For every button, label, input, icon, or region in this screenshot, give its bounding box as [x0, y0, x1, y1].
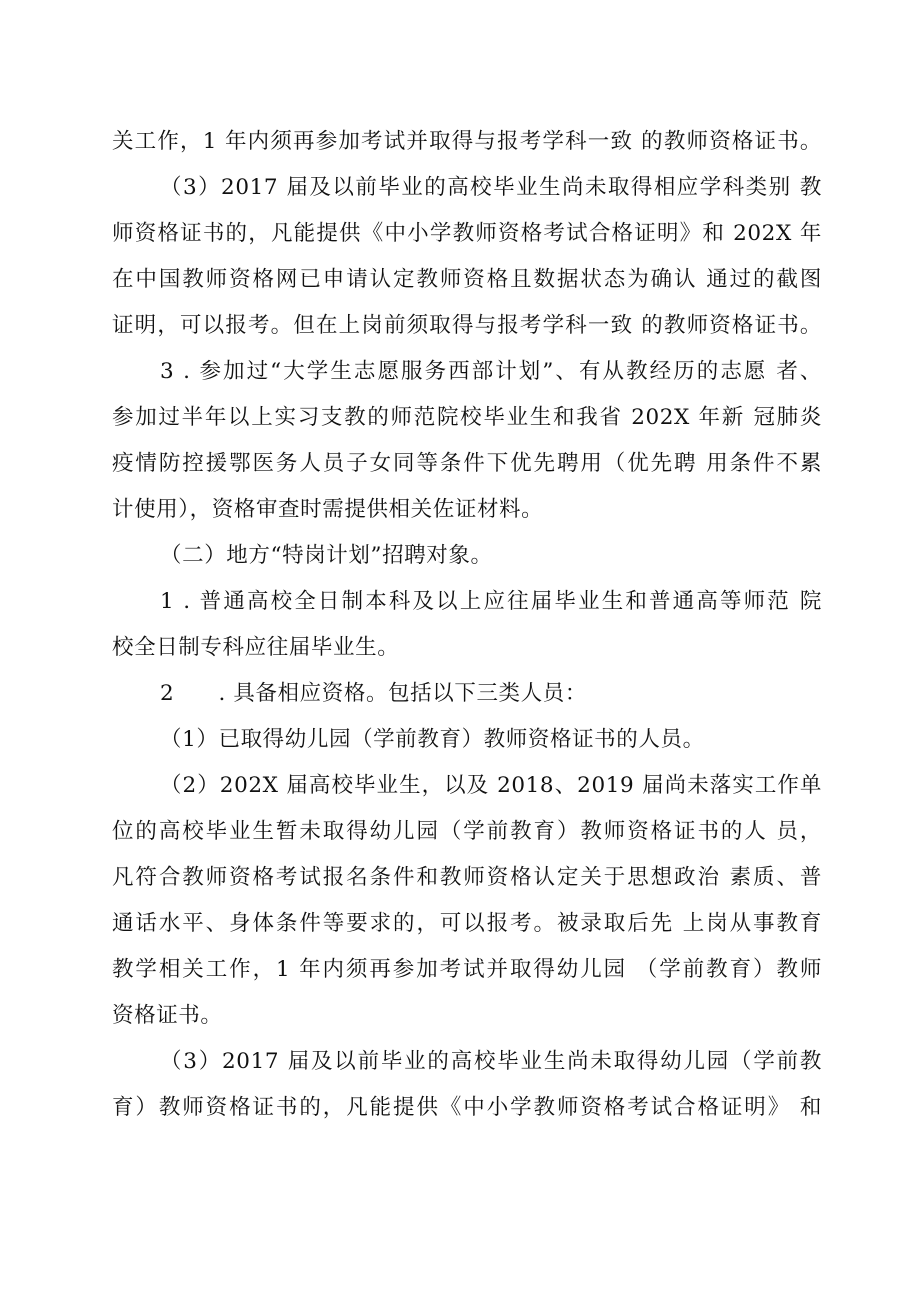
text-line: 3 . 参加过“大学生志愿服务西部计划”、有从教经历的志愿 者、 [160, 359, 822, 384]
text-line: （2）202X 届高校毕业生，以及 2018、2019 届尚未落实工作单 [160, 773, 822, 798]
text-line: （3）2017 届及以前毕业的高校毕业生尚未取得幼儿园（学前教 [160, 1049, 822, 1074]
text-line: 1 . 普通高校全日制本科及以上应往届毕业生和普通高等师范 院 [160, 589, 822, 614]
text-line: 通话水平、身体条件等要求的，可以报考。被录取后先 上岗从事教育 [112, 911, 822, 936]
text-line: 关工作，1 年内须再参加考试并取得与报考学科一致 的教师资格证书。 [112, 129, 822, 154]
text-line: 2 . 具备相应资格。包括以下三类人员： [160, 681, 587, 706]
text-line: 在中国教师资格网已申请认定教师资格且数据状态为确认 通过的截图 [112, 267, 822, 292]
text-line: 育）教师资格证书的，凡能提供《中小学教师资格考试合格证明》 和 [112, 1095, 822, 1120]
section-heading: （二）地方“特岗计划”招聘对象。 [160, 543, 493, 568]
text-line: 位的高校毕业生暂未取得幼儿园（学前教育）教师资格证书的人 员， [112, 819, 822, 844]
text-line: 教学相关工作，1 年内须再参加考试并取得幼儿园 （学前教育）教师 [112, 957, 822, 982]
text-line: 资格证书。 [112, 1003, 223, 1028]
text-line: 凡符合教师资格考试报名条件和教师资格认定关于思想政治 素质、普 [112, 865, 822, 890]
text-line: 校全日制专科应往届毕业生。 [112, 635, 400, 660]
text-line: 疫情防控援鄂医务人员子女同等条件下优先聘用（优先聘 用条件不累 [112, 451, 822, 476]
text-line: 师资格证书的，凡能提供《中小学教师资格考试合格证明》和 202X 年 [112, 221, 822, 246]
text-line: 参加过半年以上实习支教的师范院校毕业生和我省 202X 年新 冠肺炎 [112, 405, 822, 430]
text-line: 计使用），资格审查时需提供相关佐证材料。 [112, 497, 544, 522]
text-line: （1）已取得幼儿园（学前教育）教师资格证书的人员。 [160, 727, 705, 752]
text-line: 证明，可以报考。但在上岗前须取得与报考学科一致 的教师资格证书。 [112, 313, 822, 338]
text-line: （3）2017 届及以前毕业的高校毕业生尚未取得相应学科类别 教 [160, 175, 822, 200]
